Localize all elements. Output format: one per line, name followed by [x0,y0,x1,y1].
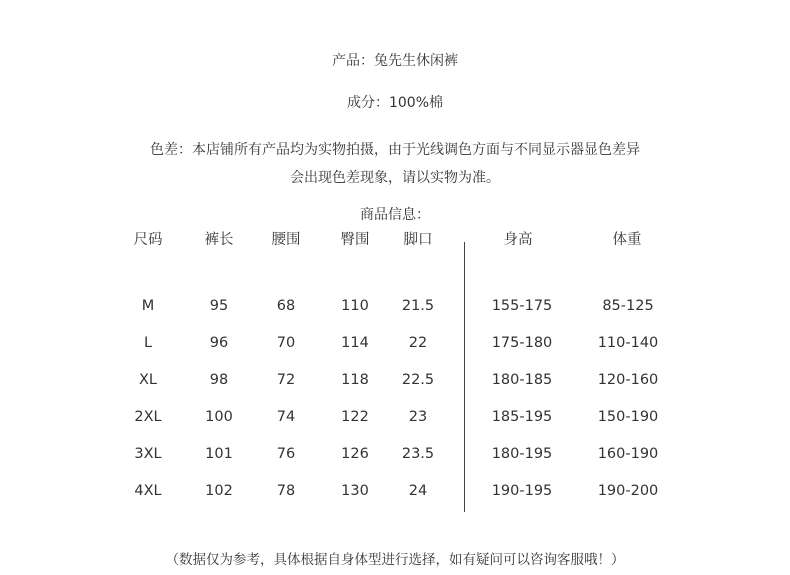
table-cell: 4XL [134,483,162,499]
color-note-line-2: 会出现色差现象，请以实物为准。 [290,170,500,186]
header-height: 身高 [503,232,533,248]
table-cell: 2XL [134,409,162,425]
header-length: 裤长 [204,232,234,248]
header-weight: 体重 [612,232,642,248]
table-cell: 22 [408,335,428,351]
table-cell: 102 [205,483,233,499]
header-size: 尺码 [133,232,163,248]
color-note-line-1: 色差：本店铺所有产品均为实物拍摄，由于光线调色方面与不同显示器显色差异 [150,142,640,158]
footer-note: （数据仅为参考，具体根据自身体型进行选择，如有疑问可以咨询客服哦！） [165,552,625,568]
header-waist: 腰围 [271,232,301,248]
table-title: 商品信息： [360,207,430,223]
table-cell: 118 [341,372,369,388]
table-cell: 114 [341,335,369,351]
table-cell: 85-125 [602,298,654,314]
table-cell: 150-190 [597,409,659,425]
table-cell: M [141,298,155,314]
table-cell: 24 [408,483,428,499]
table-cell: L [143,335,153,351]
table-cell: 21.5 [401,298,435,314]
table-cell: 3XL [134,446,162,462]
header-hip: 臀围 [340,232,370,248]
table-cell: 22.5 [401,372,435,388]
table-cell: 74 [276,409,296,425]
table-cell: XL [138,372,157,388]
table-cell: 180-195 [491,446,553,462]
table-cell: 70 [276,335,296,351]
table-cell: 126 [341,446,369,462]
table-cell: 190-195 [491,483,553,499]
table-cell: 190-200 [597,483,659,499]
table-cell: 160-190 [597,446,659,462]
table-cell: 122 [341,409,369,425]
header-hem: 脚口 [403,232,433,248]
table-cell: 155-175 [491,298,553,314]
table-cell: 110 [341,298,369,314]
material-line: 成分：100%棉 [346,95,444,111]
table-cell: 130 [341,483,369,499]
table-cell: 110-140 [597,335,659,351]
table-cell: 23.5 [401,446,435,462]
table-cell: 101 [205,446,233,462]
table-cell: 76 [276,446,296,462]
column-divider [464,242,465,512]
table-cell: 72 [276,372,296,388]
table-cell: 68 [276,298,296,314]
table-cell: 95 [209,298,229,314]
table-cell: 78 [276,483,296,499]
table-cell: 120-160 [597,372,659,388]
table-cell: 23 [408,409,428,425]
table-cell: 100 [205,409,233,425]
table-cell: 175-180 [491,335,553,351]
product-name-line: 产品：兔先生休闲裤 [332,53,458,69]
table-cell: 98 [209,372,229,388]
table-cell: 180-185 [491,372,553,388]
table-cell: 185-195 [491,409,553,425]
table-cell: 96 [209,335,229,351]
